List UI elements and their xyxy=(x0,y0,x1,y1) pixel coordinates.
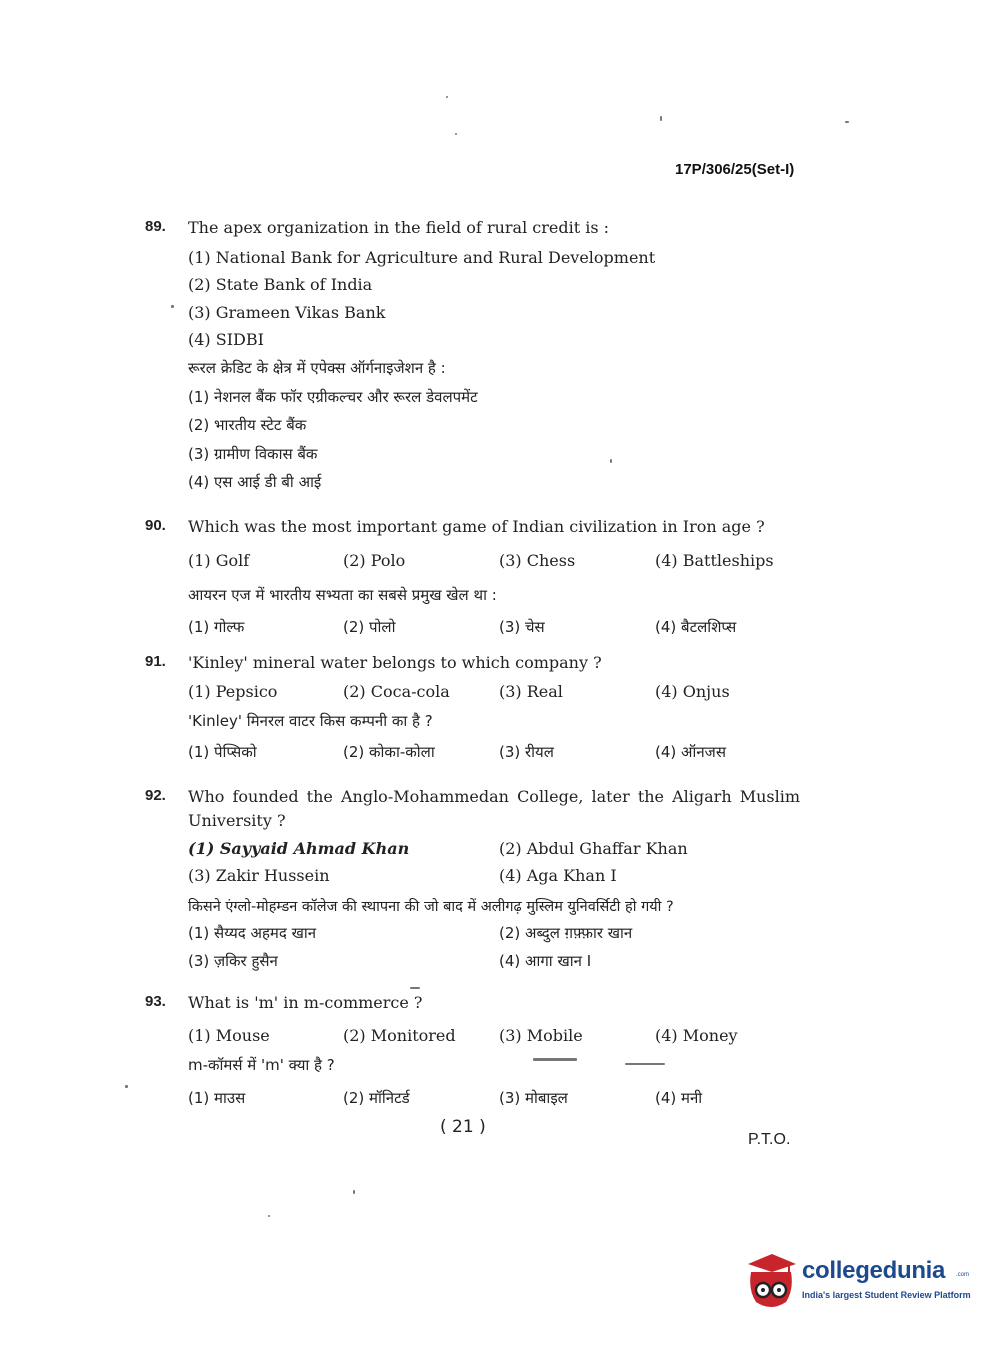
question-text-hi: m-कॉमर्स में 'm' क्या है ? xyxy=(188,1056,335,1074)
option-1-hi: (1) पेप्सिको xyxy=(188,743,257,761)
question-text-en: 'Kinley' mineral water belongs to which company ? xyxy=(188,653,602,672)
scan-speck xyxy=(268,1215,270,1217)
option-4-en: (4) Aga Khan I xyxy=(499,866,617,885)
question-text-en-line2: University ? xyxy=(188,811,286,830)
option-4-hi: (4) आगा खान I xyxy=(499,952,592,970)
option-2-en: (2) State Bank of India xyxy=(188,275,373,294)
options-hi xyxy=(188,617,808,641)
options-en xyxy=(188,682,808,706)
option-4-hi: (4) ऑनजस xyxy=(655,743,726,761)
question-number: 93. xyxy=(145,993,166,1010)
options-en xyxy=(188,551,808,575)
option-3-en: (3) Real xyxy=(499,682,563,701)
option-2-hi: (2) अब्दुल ग़फ़्फ़ार खान xyxy=(499,924,633,942)
option-4-en: (4) Battleships xyxy=(655,551,774,570)
option-3-hi: (3) मोबाइल xyxy=(499,1089,568,1107)
question-number: 92. xyxy=(145,787,166,804)
option-3-en: (3) Chess xyxy=(499,551,576,570)
option-2-hi: (2) पोलो xyxy=(343,618,396,636)
option-1-en: (1) Pepsico xyxy=(188,682,278,701)
option-4-en: (4) Onjus xyxy=(655,682,730,701)
options-hi xyxy=(188,1088,808,1112)
option-3-en: (3) Grameen Vikas Bank xyxy=(188,303,386,322)
option-3-hi: (3) चेस xyxy=(499,618,545,636)
option-1-hi: (1) गोल्फ xyxy=(188,618,245,636)
question-text-en: What is 'm' in m-commerce ? xyxy=(188,993,423,1012)
options-en xyxy=(188,1026,808,1050)
scan-speck xyxy=(455,133,457,135)
option-3-en: (3) Zakir Hussein xyxy=(188,866,330,885)
options-hi xyxy=(188,742,808,766)
logo-wordmark: collegedunia xyxy=(802,1257,946,1284)
mascot-icon xyxy=(742,1250,800,1312)
page-number: ( 21 ) xyxy=(440,1117,486,1137)
paper-code: 17P/306/25(Set-I) xyxy=(675,161,795,178)
scan-speck xyxy=(610,459,612,463)
option-1-en: (1) Mouse xyxy=(188,1026,270,1045)
option-2-hi: (2) भारतीय स्टेट बैंक xyxy=(188,416,307,434)
question-text-en-line1: Who founded the Anglo-Mohammedan College, later the Aligarh Muslim xyxy=(188,787,801,806)
option-2-en: (2) Abdul Ghaffar Khan xyxy=(499,839,688,858)
question-text-hi: किसने एंग्लो-मोहम्डन कॉलेज की स्थापना की जो बाद में अलीगढ़ मुस्लिम युनिवर्सिटी हो गयी ? xyxy=(188,899,674,915)
options-hi-row2 xyxy=(188,951,808,975)
option-2-en: (2) Coca-cola xyxy=(343,682,450,701)
scan-speck xyxy=(353,1190,355,1194)
option-2-hi: (2) कोका-कोला xyxy=(343,743,435,761)
option-1-en: (1) Golf xyxy=(188,551,250,570)
scan-speck xyxy=(660,116,662,121)
option-1-hi: (1) नेशनल बैंक फॉर एग्रीकल्चर और रूरल डेवलपमेंट xyxy=(188,388,478,406)
question-number: 91. xyxy=(145,653,166,670)
logo-tagline: India's largest Student Review Platform xyxy=(802,1290,971,1300)
option-4-en: (4) SIDBI xyxy=(188,330,264,349)
option-4-hi: (4) बैटलशिप्स xyxy=(655,618,737,636)
option-4-hi: (4) एस आई डी बी आई xyxy=(188,473,322,491)
scan-speck xyxy=(171,305,174,308)
option-1-en: (1) National Bank for Agriculture and Rural Development xyxy=(188,248,656,267)
question-text-hi: आयरन एज में भारतीय सभ्यता का सबसे प्रमुख खेल था : xyxy=(188,586,497,604)
scan-speck xyxy=(625,1063,665,1065)
question-number: 89. xyxy=(145,218,166,235)
scan-speck xyxy=(446,96,448,98)
option-2-hi: (2) मॉनिटर्ड xyxy=(343,1089,410,1107)
option-1-en: (1) Sayyaid Ahmad Khan xyxy=(188,839,410,858)
option-2-en: (2) Monitored xyxy=(343,1026,456,1045)
pto-label: P.T.O. xyxy=(748,1131,791,1148)
scan-speck xyxy=(410,987,420,989)
scan-speck xyxy=(533,1058,577,1061)
question-text-hi: रूरल क्रेडिट के क्षेत्र में एपेक्स ऑर्गनाइजेशन है : xyxy=(188,359,446,377)
question-text-en: The apex organization in the field of rural credit is : xyxy=(188,218,610,237)
option-3-en: (3) Mobile xyxy=(499,1026,583,1045)
collegedunia-logo xyxy=(742,1250,972,1312)
option-3-hi: (3) ज़किर हुसैन xyxy=(188,952,278,970)
option-3-hi: (3) रीयल xyxy=(499,743,554,761)
option-4-en: (4) Money xyxy=(655,1026,738,1045)
options-en-row1 xyxy=(188,839,808,863)
logo-domain-suffix: .com xyxy=(956,1272,970,1278)
options-en-row2 xyxy=(188,866,808,890)
scan-speck xyxy=(125,1085,128,1088)
scan-speck xyxy=(845,121,849,123)
question-number: 90. xyxy=(145,517,166,534)
options-hi-row1 xyxy=(188,923,808,947)
option-3-hi: (3) ग्रामीण विकास बैंक xyxy=(188,445,318,463)
question-text-en: Which was the most important game of Indian civilization in Iron age ? xyxy=(188,517,765,536)
option-4-hi: (4) मनी xyxy=(655,1089,703,1107)
option-1-hi: (1) सैय्यद अहमद खान xyxy=(188,924,317,942)
option-1-hi: (1) माउस xyxy=(188,1089,246,1107)
question-text-hi: 'Kinley' मिनरल वाटर किस कम्पनी का है ? xyxy=(188,712,433,730)
option-2-en: (2) Polo xyxy=(343,551,406,570)
